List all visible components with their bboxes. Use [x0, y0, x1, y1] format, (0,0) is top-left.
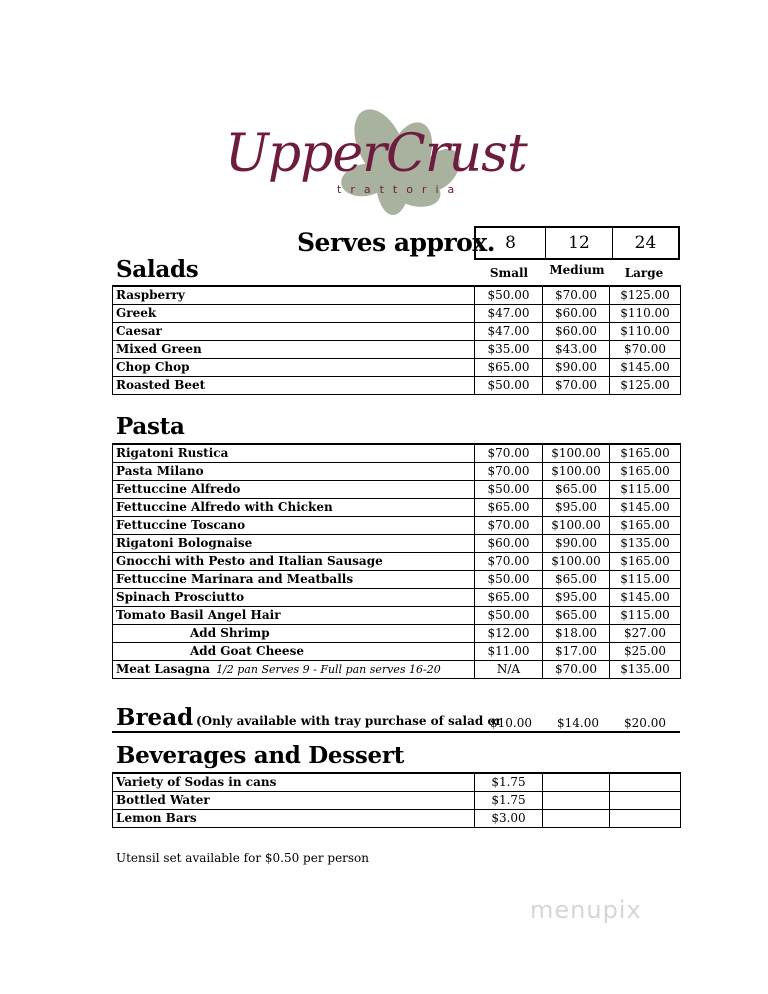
- serves-count-large: 24: [612, 228, 678, 258]
- watermark: menupix: [530, 896, 642, 924]
- price-large: $25.00: [610, 643, 681, 661]
- item-name-text: Raspberry: [116, 288, 185, 302]
- item-name: [113, 535, 475, 553]
- item-name: [113, 792, 475, 810]
- price-medium: $18.00: [543, 625, 610, 643]
- price-medium: $70.00: [543, 286, 610, 305]
- table-row: [113, 792, 681, 810]
- price-medium: [543, 810, 610, 828]
- item-note: 1/2 pan Serves 9 - Full pan serves 16-20: [216, 663, 441, 676]
- item-name-text: Bottled Water: [116, 793, 210, 807]
- price-medium: $60.00: [543, 305, 610, 323]
- table-row: [113, 810, 681, 828]
- item-name: [113, 463, 475, 481]
- item-name: [113, 359, 475, 377]
- table-row: [113, 535, 681, 553]
- logo: [225, 100, 525, 225]
- item-name: [113, 323, 475, 341]
- price-small: $1.75: [475, 773, 543, 792]
- price-small: $47.00: [475, 323, 543, 341]
- price-medium: $95.00: [543, 589, 610, 607]
- price-medium: [543, 792, 610, 810]
- item-name: [113, 499, 475, 517]
- price-medium: $65.00: [543, 607, 610, 625]
- table-row: [113, 571, 681, 589]
- table-row: [113, 607, 681, 625]
- price-large: $110.00: [610, 305, 681, 323]
- price-medium: $65.00: [543, 481, 610, 499]
- item-name-text: Roasted Beet: [116, 378, 206, 392]
- item-name-text: Greek: [116, 306, 157, 320]
- price-medium: $95.00: [543, 499, 610, 517]
- item-name: [113, 661, 475, 679]
- price-small: $50.00: [475, 571, 543, 589]
- table-row: [113, 553, 681, 571]
- price-large: $165.00: [610, 517, 681, 535]
- price-large: $145.00: [610, 359, 681, 377]
- table-row: [113, 643, 681, 661]
- table-row: [113, 773, 681, 792]
- item-name-text: Fettuccine Toscano: [116, 518, 246, 532]
- price-small: N/A: [475, 661, 543, 679]
- item-name: [113, 773, 475, 792]
- item-name: [113, 305, 475, 323]
- table-row: [113, 589, 681, 607]
- price-medium: $43.00: [543, 341, 610, 359]
- size-label-large: Large: [624, 266, 664, 280]
- size-label-small: Small: [489, 266, 529, 280]
- section-title-pasta: Pasta: [116, 413, 185, 440]
- price-large: $110.00: [610, 323, 681, 341]
- price-large: $70.00: [610, 341, 681, 359]
- price-small: $65.00: [475, 359, 543, 377]
- item-name: [113, 377, 475, 395]
- price-medium: $65.00: [543, 571, 610, 589]
- price-medium: $17.00: [543, 643, 610, 661]
- bread-price-large: $20.00: [624, 716, 666, 730]
- item-name: [113, 810, 475, 828]
- price-medium: $90.00: [543, 535, 610, 553]
- divider: [112, 731, 680, 733]
- price-large: [610, 773, 681, 792]
- price-large: $125.00: [610, 286, 681, 305]
- price-medium: $100.00: [543, 444, 610, 463]
- price-medium: $100.00: [543, 553, 610, 571]
- bread-note: (Only available with tray purchase of salad or: [196, 714, 502, 728]
- section-title-bread: Bread: [116, 704, 194, 731]
- price-large: $27.00: [610, 625, 681, 643]
- price-small: $60.00: [475, 535, 543, 553]
- price-medium: $100.00: [543, 517, 610, 535]
- bread-price-small: $10.00: [490, 716, 532, 730]
- price-large: $115.00: [610, 607, 681, 625]
- item-name-text: Add Shrimp: [190, 626, 270, 640]
- price-medium: $70.00: [543, 377, 610, 395]
- price-large: $135.00: [610, 661, 681, 679]
- item-name: [113, 481, 475, 499]
- table-row: [113, 499, 681, 517]
- item-name-text: Pasta Milano: [116, 464, 204, 478]
- table-row: [113, 359, 681, 377]
- price-small: $70.00: [475, 463, 543, 481]
- price-small: $50.00: [475, 481, 543, 499]
- item-name-text: Mixed Green: [116, 342, 202, 356]
- table-row: [113, 463, 681, 481]
- price-large: $115.00: [610, 571, 681, 589]
- logo-subtitle: trattoria: [337, 183, 464, 196]
- item-name-text: Add Goat Cheese: [190, 644, 304, 658]
- price-large: $115.00: [610, 481, 681, 499]
- price-large: $165.00: [610, 444, 681, 463]
- item-name: [113, 643, 475, 661]
- price-large: $135.00: [610, 535, 681, 553]
- item-name-text: Lemon Bars: [116, 811, 197, 825]
- price-medium: $100.00: [543, 463, 610, 481]
- table-row: [113, 377, 681, 395]
- item-name: [113, 625, 475, 643]
- table-row: [113, 323, 681, 341]
- price-small: $70.00: [475, 553, 543, 571]
- item-name: [113, 444, 475, 463]
- item-name-text: Rigatoni Rustica: [116, 446, 229, 460]
- table-row: [113, 305, 681, 323]
- section-title-beverages: Beverages and Dessert: [116, 742, 405, 769]
- price-medium: $90.00: [543, 359, 610, 377]
- table-row: [113, 661, 681, 679]
- pasta-table: [112, 443, 681, 679]
- price-large: [610, 792, 681, 810]
- price-small: $50.00: [475, 607, 543, 625]
- utensil-note: Utensil set available for $0.50 per person: [116, 851, 370, 865]
- size-label-medium: Medium: [549, 263, 605, 277]
- item-name-text: Tomato Basil Angel Hair: [116, 608, 281, 622]
- price-small: $47.00: [475, 305, 543, 323]
- table-row: [113, 517, 681, 535]
- price-large: $165.00: [610, 463, 681, 481]
- price-small: $35.00: [475, 341, 543, 359]
- price-medium: [543, 773, 610, 792]
- logo-wordmark: UpperCrust: [225, 124, 527, 184]
- salads-table: [112, 285, 681, 395]
- beverages-table: [112, 772, 681, 828]
- price-large: $145.00: [610, 589, 681, 607]
- price-medium: $60.00: [543, 323, 610, 341]
- section-title-salads: Salads: [116, 256, 199, 283]
- price-large: $145.00: [610, 499, 681, 517]
- item-name-text: Fettuccine Alfredo: [116, 482, 241, 496]
- serves-count-box: [474, 226, 680, 260]
- item-name: [113, 589, 475, 607]
- item-name-text: Gnocchi with Pesto and Italian Sausage: [116, 554, 383, 568]
- table-row: [113, 625, 681, 643]
- price-small: $11.00: [475, 643, 543, 661]
- price-small: $1.75: [475, 792, 543, 810]
- item-name: [113, 571, 475, 589]
- price-small: $70.00: [475, 444, 543, 463]
- item-name: [113, 286, 475, 305]
- price-small: $3.00: [475, 810, 543, 828]
- price-small: $50.00: [475, 377, 543, 395]
- price-medium: $70.00: [543, 661, 610, 679]
- table-row: [113, 341, 681, 359]
- price-large: [610, 810, 681, 828]
- item-name-text: Rigatoni Bolognaise: [116, 536, 253, 550]
- item-name: [113, 341, 475, 359]
- item-name-text: Variety of Sodas in cans: [116, 775, 277, 789]
- item-name-text: Caesar: [116, 324, 162, 338]
- item-name-text: Chop Chop: [116, 360, 190, 374]
- table-row: [113, 481, 681, 499]
- table-row: [113, 444, 681, 463]
- price-small: $50.00: [475, 286, 543, 305]
- price-small: $65.00: [475, 589, 543, 607]
- serves-count-medium: 12: [545, 228, 612, 258]
- item-name-text: Meat Lasagna: [116, 662, 211, 676]
- item-name: [113, 517, 475, 535]
- price-small: $65.00: [475, 499, 543, 517]
- item-name-text: Fettuccine Marinara and Meatballs: [116, 572, 354, 586]
- price-small: $70.00: [475, 517, 543, 535]
- item-name-text: Fettuccine Alfredo with Chicken: [116, 500, 333, 514]
- serves-count-small: 8: [505, 233, 516, 253]
- price-large: $165.00: [610, 553, 681, 571]
- table-row: [113, 286, 681, 305]
- item-name: [113, 607, 475, 625]
- price-large: $125.00: [610, 377, 681, 395]
- bread-price-medium: $14.00: [557, 716, 599, 730]
- item-name: [113, 553, 475, 571]
- price-small: $12.00: [475, 625, 543, 643]
- serves-label: Serves approx.: [297, 228, 495, 257]
- item-name-text: Spinach Prosciutto: [116, 590, 245, 604]
